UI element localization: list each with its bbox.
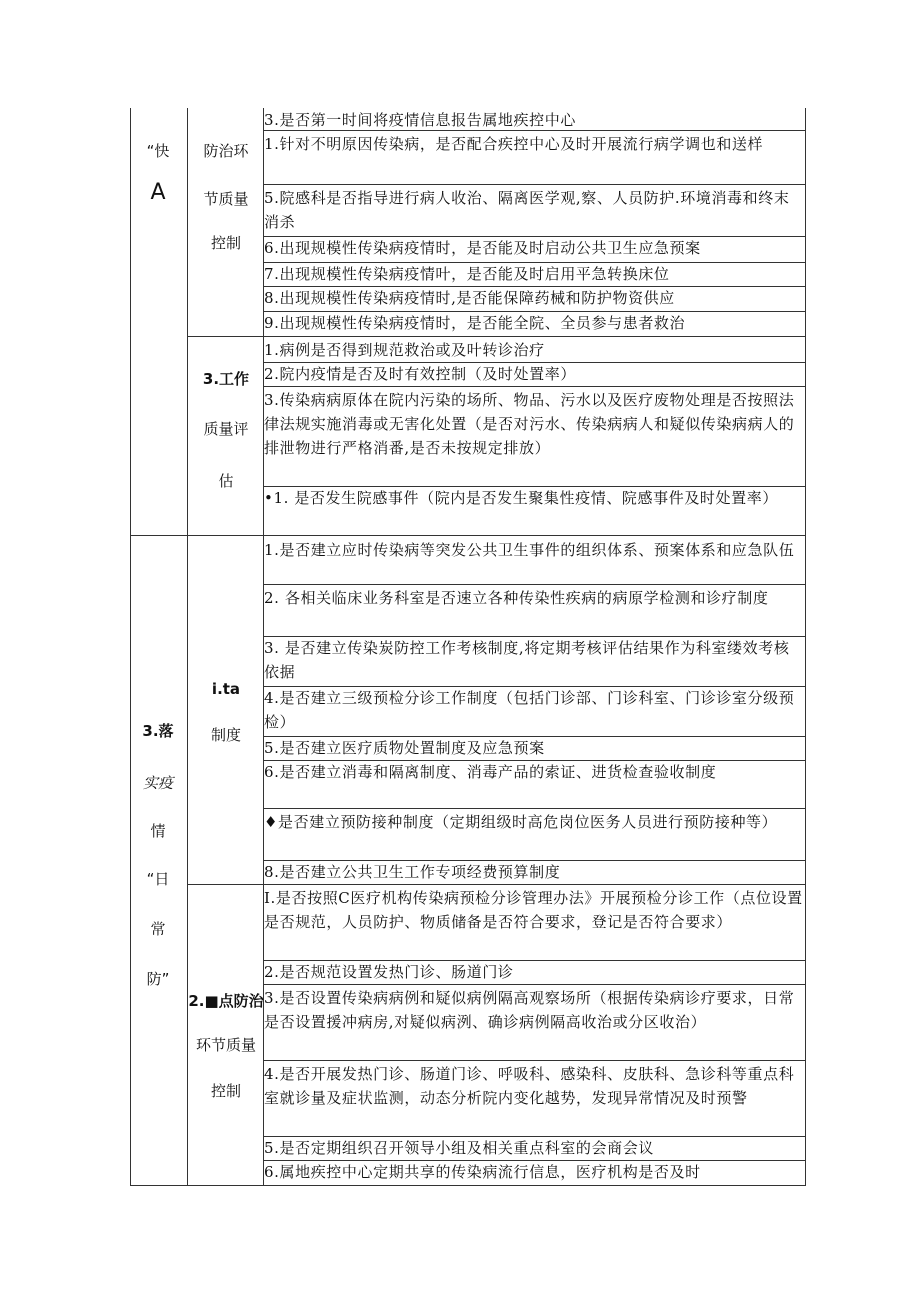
section-b-label-3: 情 — [150, 822, 166, 840]
criteria-item: ♦是否建立预防接种制度（定期组级时高危岗位医务人员进行预防接种等） — [264, 813, 778, 831]
criteria-item: 3.是否第一时间将疫情信息报告属地疾控中心 — [264, 111, 576, 129]
section-a-label-quote: “快 — [146, 142, 170, 160]
section-b-label-2: 实疫 — [142, 774, 173, 792]
criteria-item: 1.是否建立应时传染病等突发公共卫生事件的组织体系、预案体系和应急队伍 — [264, 541, 795, 559]
system-label-1: i.ta — [211, 680, 241, 698]
criteria-item: 8.出现规模性传染病疫情时,是否能保障药械和防护物资供应 — [264, 289, 675, 307]
criteria-item: 5.是否建立医疗质物处置制度及应急预案 — [264, 739, 545, 757]
row-divider — [263, 184, 806, 185]
row-divider — [263, 386, 806, 387]
criteria-item: 2.院内疫情是否及时有效控制（及时处置率） — [264, 365, 576, 383]
criteria-item: •1. 是否发生院感事件（院内是否发生聚集性疫情、院感事件及时处置率） — [264, 489, 778, 507]
criteria-item: 3.传染病病原体在院内污染的场所、物品、污水以及医疗废物处理是否按照法律法规实施消毒或无害化处置（是否对污水、传染病病人和疑似传染病病人的排泄物进行严格消番,是否未按规定排放） — [264, 391, 795, 457]
work-quality-evaluation-label-1: 3.工作 — [202, 370, 250, 388]
section-b-label-4: “日 — [146, 870, 170, 888]
table-border-right — [805, 108, 806, 1186]
criteria-item: 6.是否建立消毒和隔离制度、消毒产品的索证、进货检查验收制度 — [264, 763, 717, 781]
row-divider — [263, 1060, 806, 1061]
criteria-item: 8.是否建立公共卫生工作专项经费预算制度 — [264, 863, 561, 881]
group-divider-b — [187, 884, 806, 885]
criteria-item: 5.是否定期组织召开领导小组及相关重点科室的会商会议 — [264, 1139, 654, 1157]
table-border-bottom — [130, 1185, 806, 1186]
assessment-table — [130, 108, 806, 1186]
criteria-item: 6.属地疾控中心定期共享的传染病流行信息，医疗机构是否及时 — [264, 1163, 701, 1181]
criteria-item: 9.出现规模性传染病疫情时，是否能全院、全员参与患者救治 — [264, 314, 686, 332]
row-divider — [263, 130, 806, 131]
criteria-item: 1.针对不明原因传染病，是否配合疾控中心及时开展流行病学调也和送样 — [264, 135, 764, 153]
section-b-label-1: 3.落 — [142, 722, 174, 740]
keypoint-control-label-1: 2.■点防治 — [188, 992, 264, 1010]
criteria-item: I.是否按照C医疗机构传染病预检分诊管理办法》开展预检分诊工作（点位设置是否规范，人员防护、物质储备是否符合要求，登记是否符合要求） — [264, 889, 803, 931]
prevention-quality-label-1: 防治环 — [203, 142, 249, 160]
keypoint-control-label-3: 控制 — [210, 1082, 241, 1100]
row-divider — [263, 808, 806, 809]
row-divider — [263, 584, 806, 585]
section-b-label-6: 防” — [146, 970, 170, 988]
section-b-label-5: 常 — [150, 920, 166, 938]
prevention-quality-label-3: 控制 — [210, 234, 241, 252]
criteria-item: 4.是否建立三级预检分诊工作制度（包括门诊部、门诊科室、门诊诊室分级预检） — [264, 689, 795, 731]
work-quality-evaluation-label-3: 估 — [218, 472, 234, 490]
criteria-item: 3. 是否建立传染炭防控工作考核制度,将定期考核评估结果作为科室缕效考核依据 — [264, 639, 790, 681]
criteria-item: 6.出现规模性传染病疫情时，是否能及时启动公共卫生应急预案 — [264, 239, 701, 257]
prevention-quality-label-2: 节质量 — [203, 190, 249, 208]
criteria-item: 5.院感科是否指导进行病人收治、隔离医学观,察、人员防护.环境消毒和终末消杀 — [264, 189, 790, 231]
criteria-item: 4.是否开展发热门诊、肠道门诊、呼吸科、感染科、皮肤科、急诊科等重点科室就诊量及症状监测，动态分析院内变化越势，发现异常情况及时预警 — [264, 1065, 795, 1107]
criteria-item: 2. 各相关临床业务科室是否速立各种传染性疾病的病原学检测和诊疗制度 — [264, 589, 769, 607]
work-quality-evaluation-label-2: 质量评 — [203, 420, 249, 438]
keypoint-control-label-2: 环节质量 — [195, 1036, 256, 1054]
column-divider-1 — [187, 108, 188, 1186]
group-divider-a — [187, 336, 806, 337]
criteria-item: 1.病例是否得到规范救治或及叶转诊治疗 — [264, 341, 545, 359]
criteria-item: 2.是否规范设置发热门诊、肠道门诊 — [264, 963, 514, 981]
row-divider — [263, 984, 806, 985]
criteria-item: 3.是否设置传染病病例和疑似病例隔高观察场所（根据传染病诊疗要求，日常是否设置援冲病房,对疑似病洌、确诊病例隔高收治或分区收治） — [264, 989, 795, 1031]
criteria-item: 7.出现规模性传染病疫情叶，是否能及时启用平急转换床位 — [264, 265, 670, 283]
table-border-left — [130, 108, 131, 1186]
system-label-2: 制度 — [210, 726, 241, 744]
section-a-label-letter: A — [150, 180, 166, 205]
